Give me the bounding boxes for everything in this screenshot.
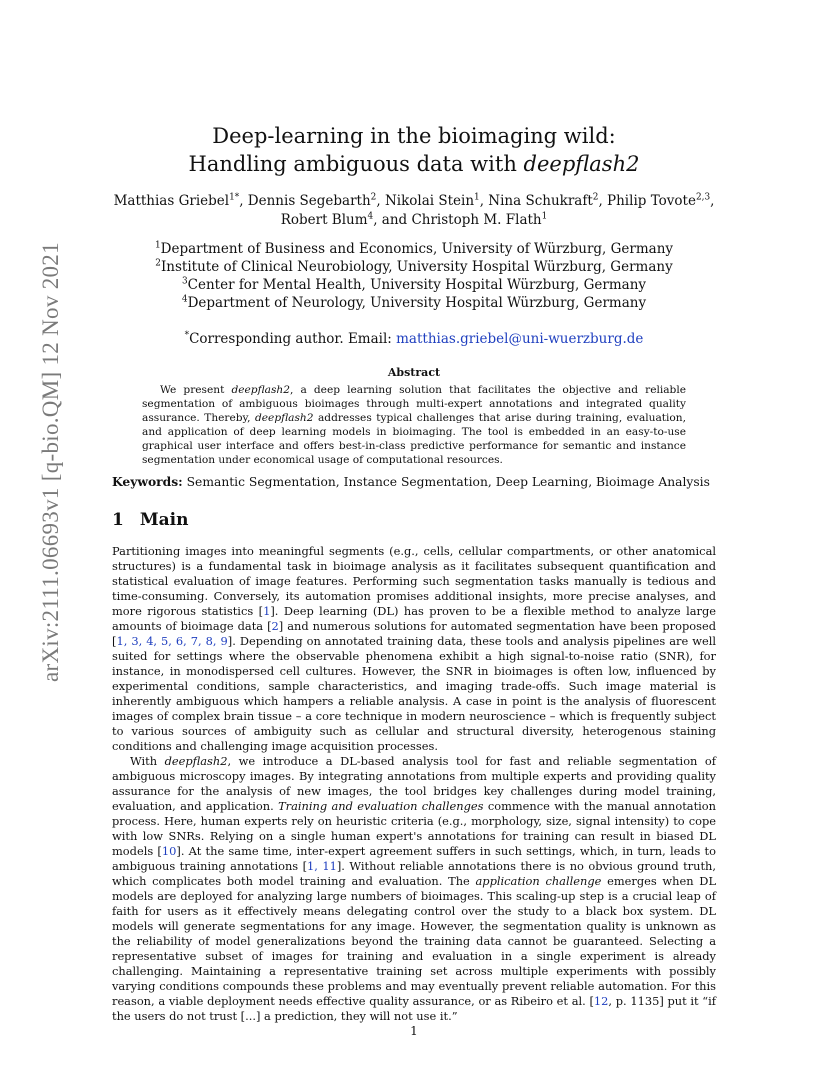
citation-link[interactable]: 1: [263, 604, 271, 618]
affiliation-list: [120, 240, 708, 312]
corresponding-author: [120, 330, 708, 348]
email-link[interactable]: matthias.griebel@uni-wuerzburg.de: [396, 331, 644, 347]
citation-link[interactable]: 1, 3, 4, 5, 6, 7, 8, 9: [116, 634, 228, 648]
author: Dennis Segebarth$^2$: [247, 192, 377, 209]
author: Matthias Griebel$^{1*}$: [113, 192, 240, 209]
abstract-heading: Abstract: [387, 366, 441, 379]
main-body: [112, 544, 716, 1024]
author: Nikolai Stein$^1$: [384, 192, 480, 209]
paragraph: Partitioning images into meaningful segments (e.g., cells, cellular compartments, or other anatomical structures) is a fundamental task in bioimage analysis as it facilitates subsequent quantification and statistical evaluation of image features. Performing such segmentation tasks manually is tedious and time-consuming. Conversely, its automation promises additional insights, more precise analyses, and more rigorous statistics [1]. Deep learning (DL) has proven to be a flexible method to analyze large amounts of bioimage data [2] and numerous solutions for automated segmentation have been proposed [1, 3, 4, 5, 6, 7, 8, 9]. Depending on annotated training data, these tools and analysis pipelines are well suited for settings where the observable phenomena exhibit a high signal-to-noise ratio (SNR), for instance, in monodispersed cell cultures. However, the SNR in bioimages is often low, influenced by experimental conditions, sample characteristics, and imaging trade-offs. Such image material is inherently ambiguous which hampers a reliable analysis. A case in point is the analysis of fluorescent images of complex brain tissue – a core technique in modern neuroscience – which is frequently subject to various sources of ambiguity such as cellular and structural diversity, heterogenous staining conditions and challenging image acquisition processes.: [112, 544, 716, 753]
arxiv-stamp-text: arXiv:2111.06693v1 [q-bio.QM] 12 Nov 2021: [38, 242, 63, 682]
author: Robert Blum$^4$: [280, 211, 374, 228]
author: Philip Tovote$^{2,3}$: [607, 192, 711, 209]
corresponding-label: Corresponding author. Email:: [189, 331, 397, 347]
abstract-text: We present deepflash2, a deep learning solution that facilitates the objective and reliable segmentation of ambiguous bioimages through multi-expert annotations and integrated quality assurance. Thereby, deepflash2 addresses typical challenges that arise during training, evaluation, and application of deep learning models in bioimaging. The tool is embedded in an easy-to-use graphical user interface and offers best-in-class predictive performance for semantic and instance segmentation under economical usage of computational resources.: [142, 384, 686, 466]
keywords: [112, 474, 716, 490]
corresponding-marker: *: [184, 330, 190, 341]
section-title: Main: [139, 510, 189, 530]
affiliation: $^4$Department of Neurology, University Hospital Würzburg, Germany: [181, 294, 647, 311]
author: Christoph M. Flath$^1$: [411, 211, 548, 228]
paragraph: With deepflash2, we introduce a DL-based analysis tool for fast and reliable segmentation of ambiguous microscopy images. By integrating annotations from multiple experts and providing quality assurance for the analysis of new images, the tool bridges key challenges during model training, evaluation, and application. Training and evaluation challenges commence with the manual annotation process. Here, human experts rely on heuristic criteria (e.g., morphology, size, signal intensity) to cope with low SNRs. Relying on a single human expert's annotations for training can result in biased DL models [10]. At the same time, inter-expert agreement suffers in such settings, which, in turn, leads to ambiguous training annotations [1, 11]. Without reliable annotations there is no obvious ground truth, which complicates both model training and evaluation. The application challenge emerges when DL models are deployed for analyzing large numbers of bioimages. This scaling-up step is a crucial leap of faith for users as it effectively means delegating control over the study to a black box system. DL models will generate segmentations for any image. However, the segmentation quality is unknown as the reliability of model generalizations beyond the training data cannot be guaranteed. Selecting a representative subset of images for training and evaluation in a single experiment is already challenging. Maintaining a representative training set across multiple experiments with possibly varying conditions compounds these problems and may eventually prevent reliable automation. For this reason, a viable deployment needs effective quality assurance, or as Ribeiro et al. [12, p. 1135] put it “if the users do not trust [...] a prediction, they will not use it.”: [112, 754, 717, 1023]
citation-link[interactable]: 10: [161, 844, 177, 858]
title-line-1: Deep-learning in the bioimaging wild:: [212, 124, 616, 148]
title-tool-name: deepflash2: [523, 152, 640, 176]
affiliation: $^2$Institute of Clinical Neurobiology, University Hospital Würzburg, Germany: [155, 258, 673, 275]
citation-link[interactable]: 1, 11: [307, 859, 337, 873]
affiliation: $^3$Center for Mental Health, University Hospital Würzburg, Germany: [181, 276, 647, 293]
title-line-2-text: Handling ambiguous data with: [188, 152, 524, 176]
author-list: Matthias Griebel$^{1*}$, Dennis Segebarth$^2$, Nikolai Stein$^1$, Nina Schukraft$^2$, Philip Tovote$^{2,3}$, Robert Blum$^4$, and Christoph M. Flath$^1$: [113, 192, 715, 228]
title-line-2: [120, 150, 708, 178]
citation-link[interactable]: 2: [271, 619, 279, 633]
section-number: 1: [112, 510, 124, 530]
author: Nina Schukraft$^2$: [488, 192, 599, 209]
keywords-label: Keywords:: [112, 474, 183, 489]
paper-title: [120, 122, 708, 178]
section-heading: [112, 510, 189, 530]
keywords-text: Semantic Segmentation, Instance Segmentation, Deep Learning, Bioimage Analysis: [182, 475, 710, 489]
citation-link[interactable]: 12: [593, 994, 609, 1008]
page-number: 1: [410, 1024, 418, 1038]
affiliation: $^1$Department of Business and Economics, University of Würzburg, Germany: [154, 240, 674, 257]
